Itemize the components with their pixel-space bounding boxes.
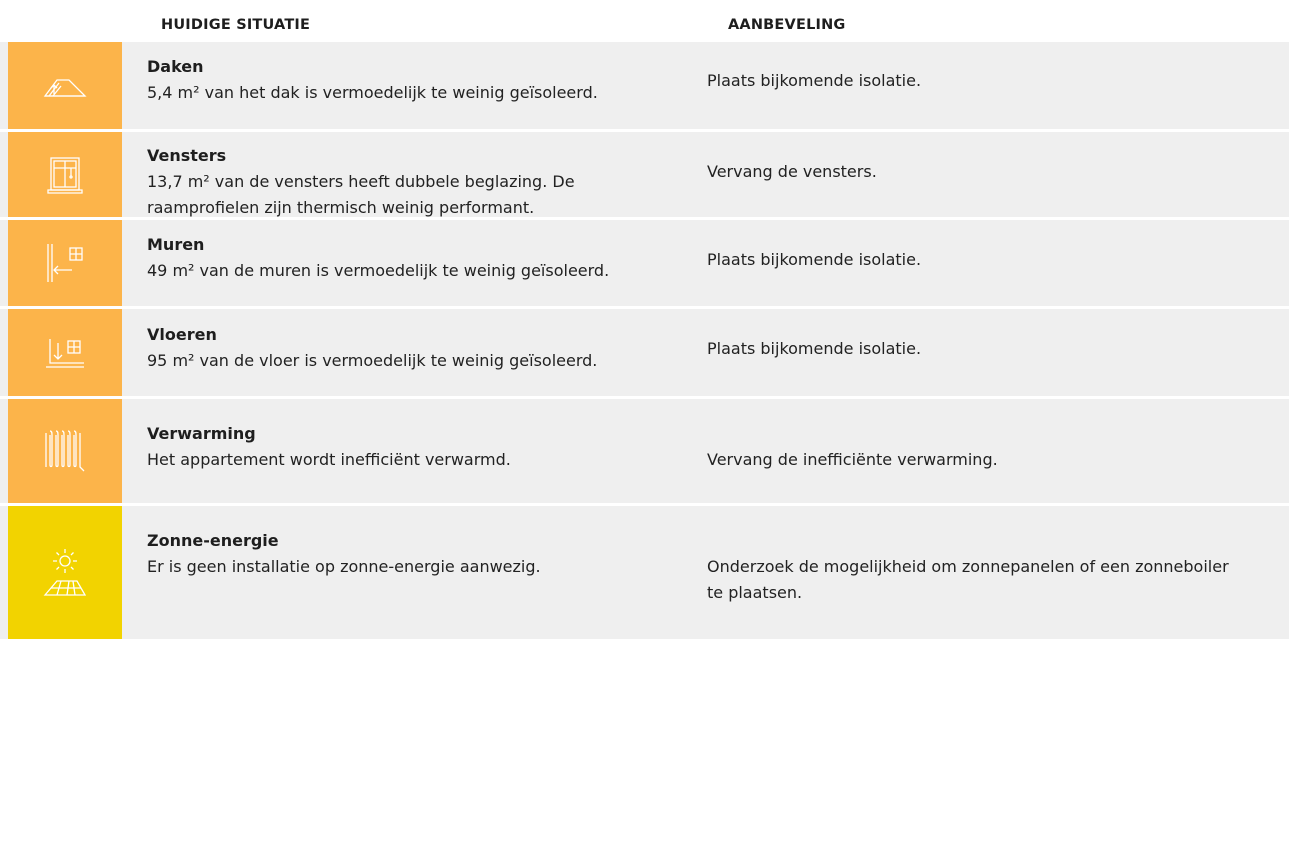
window-icon [47,154,83,196]
roof-icon [43,74,87,98]
header-recommendation: AANBEVELING [728,17,846,33]
row-recommendation: Vervang de vensters. [707,162,877,181]
row-title: Zonne-energie [147,531,279,550]
wall-icon [44,242,86,284]
row-recommendation: Plaats bijkomende isolatie. [707,71,922,90]
floor-icon [44,335,86,371]
row-recommendation: Onderzoek de mogelijkheid om zonnepanelen of een zonneboiler te plaatsen. [707,557,1229,602]
table-row [0,42,1289,132]
row-description: 49 m² van de muren is vermoedelijk te weinig geïsoleerd. [147,261,610,280]
row-title: Daken [147,57,204,76]
row-icon-cell [8,132,122,217]
row-description: Het appartement wordt inefficiënt verwarmd. [147,450,511,469]
table-row [0,132,1289,220]
table-row [0,399,1289,506]
row-recommendation: Plaats bijkomende isolatie. [707,250,922,269]
row-icon-cell [8,42,122,129]
radiator-icon [42,429,88,473]
row-title: Vloeren [147,325,217,344]
row-recommendation: Vervang de inefficiënte verwarming. [707,450,998,469]
row-description: 13,7 m² van de vensters heeft dubbele beglazing. De raamprofielen zijn thermisch weinig performant. [147,172,575,217]
row-icon-cell [8,309,122,396]
row-icon-cell [8,220,122,306]
solar-icon [43,547,87,599]
row-description: 95 m² van de vloer is vermoedelijk te weinig geïsoleerd. [147,351,598,370]
row-title: Muren [147,235,205,254]
table-header [0,0,1289,42]
row-description: 5,4 m² van het dak is vermoedelijk te weinig geïsoleerd. [147,83,598,102]
row-recommendation: Plaats bijkomende isolatie. [707,339,922,358]
row-description: Er is geen installatie op zonne-energie aanwezig. [147,557,541,576]
row-title: Vensters [147,146,227,165]
header-current-situation: HUIDIGE SITUATIE [161,17,311,33]
row-title: Verwarming [147,424,256,443]
row-icon-cell [8,506,122,639]
row-icon-cell [8,399,122,503]
table-row [0,309,1289,399]
table-row [0,506,1289,642]
table-row [0,220,1289,309]
